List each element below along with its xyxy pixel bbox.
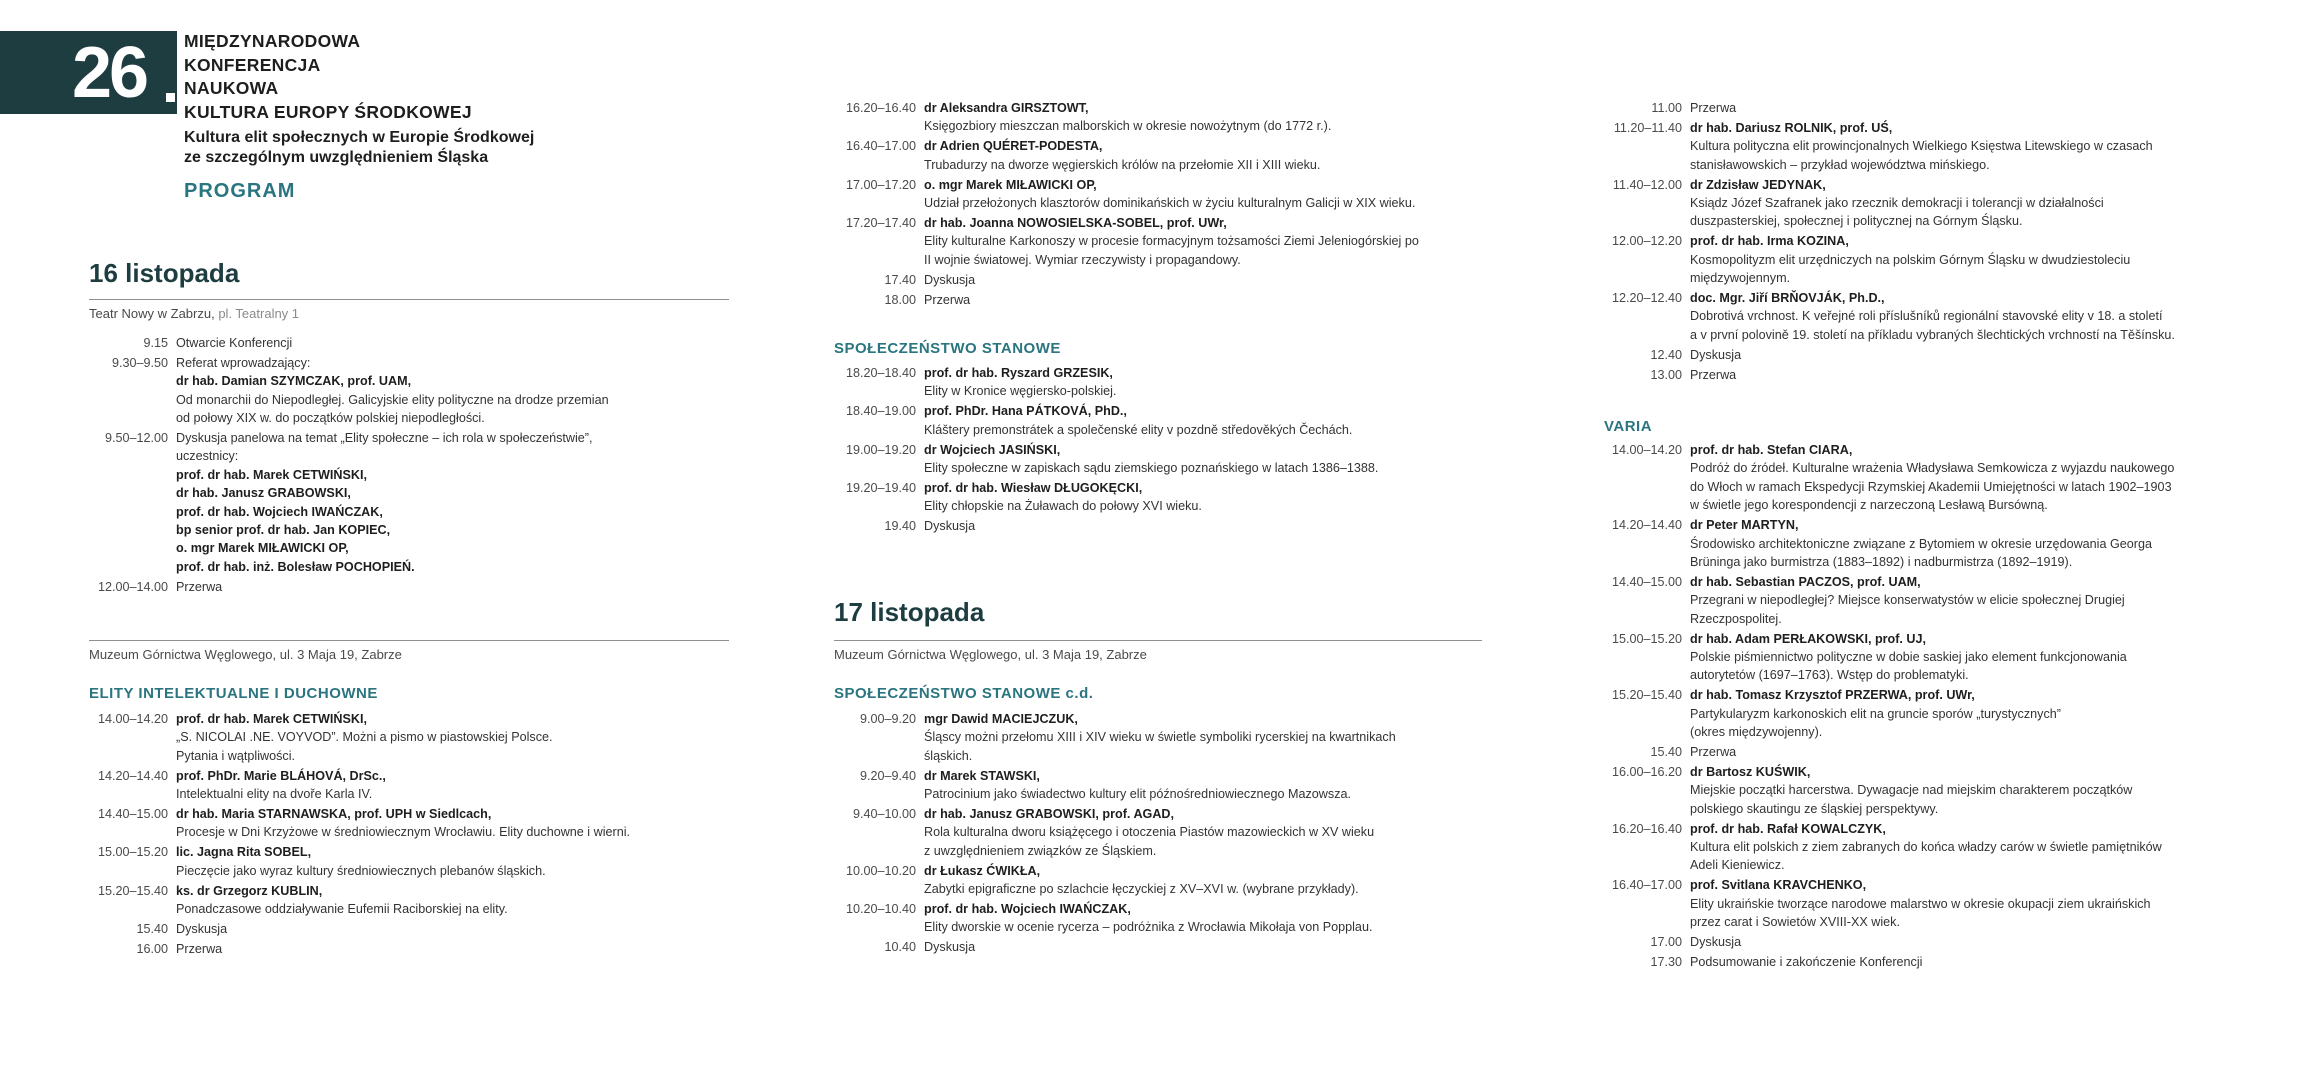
item-body <box>1690 176 2240 231</box>
item-text: Udział przełożonych klasztorów dominikańskich w życiu kulturalnym Galicji w XIX wieku. <box>924 196 1416 211</box>
schedule-item <box>86 578 736 596</box>
speaker-name: prof. Svitlana KRAVCHENKO, <box>1690 878 1867 893</box>
time-slot: 9.30–9.50 <box>111 355 168 370</box>
item-body <box>1690 820 2240 875</box>
item-text: Dyskusja panelowa na temat „Elity społeczne – ich rola w społeczeństwie”, <box>176 431 593 446</box>
day-heading: 16 listopada <box>89 258 240 288</box>
item-body <box>924 479 1494 516</box>
item-text: w świetle jego korespondencji z narzeczoną Lesławą Bursówną. <box>1690 498 2048 513</box>
schedule-item <box>1600 953 2240 971</box>
schedule-list <box>1600 99 2240 386</box>
time-slot: 15.00–15.20 <box>97 845 168 860</box>
item-text: Przerwa <box>176 941 223 956</box>
participant-name: dr hab. Janusz GRABOWSKI, <box>176 486 351 501</box>
schedule-list <box>834 99 1494 310</box>
time-slot: 18.20–18.40 <box>845 366 916 380</box>
participant-name: bp senior prof. dr hab. Jan KOPIEC, <box>176 523 391 538</box>
item-body <box>1690 346 2240 364</box>
time-slot: 15.40 <box>136 921 168 936</box>
program-heading: PROGRAM <box>184 180 296 202</box>
item-text: polskiego skautingu ze śląskiej perspektywy. <box>1690 801 1939 816</box>
schedule-item <box>86 429 736 576</box>
schedule-item <box>834 441 1494 478</box>
speaker-name: dr Wojciech JASIŃSKI, <box>924 442 1061 457</box>
speaker-name: lic. Jagna Rita SOBEL, <box>176 845 312 860</box>
item-body <box>1690 933 2240 951</box>
item-text: autorytetów (1697–1763). Wstęp do problematyki. <box>1690 668 1969 683</box>
item-text: Ksiądz Józef Szafranek jako rzecznik demokracji i tolerancji w działalności <box>1690 196 2104 211</box>
item-text: a v první polovině 19. století na příkladu vybraných šlechtických vrchností na Těšínsku. <box>1690 327 2175 342</box>
item-text: Kultura elit polskich z ziem zabranych do końca władzy carów w świetle pamiętników <box>1690 840 2162 855</box>
schedule-item <box>1600 630 2240 685</box>
subtitle-line: Kultura elit społecznych w Europie Środkowej <box>184 129 535 146</box>
venue-address: pl. Teatralny 1 <box>218 306 300 321</box>
schedule-item <box>86 767 736 804</box>
title-line: KONFERENCJA <box>184 54 321 75</box>
item-text: duszpasterskiej, społecznej i politycznej na Górnym Śląsku. <box>1690 214 2023 229</box>
item-body <box>1690 99 2240 117</box>
time-slot: 11.20–11.40 <box>1613 120 1682 135</box>
item-text: Przerwa <box>924 292 971 307</box>
schedule-item <box>86 334 736 352</box>
item-text: Elity chłopskie na Żuławach do połowy XVI wieku. <box>924 499 1202 514</box>
time-slot: 16.20–16.40 <box>1611 821 1682 836</box>
section-heading: VARIA <box>1604 418 1653 435</box>
speaker-name: ks. dr Grzegorz KUBLIN, <box>176 883 323 898</box>
venue <box>89 306 299 321</box>
item-text: Przegrani w niepodległej? Miejsce konserwatystów w elicie społecznej Drugiej <box>1690 593 2125 608</box>
item-text: Przerwa <box>1690 101 1737 115</box>
schedule-item <box>1600 346 2240 364</box>
section-heading: SPOŁECZEŃSTWO STANOWE c.d. <box>834 685 1094 702</box>
schedule-item <box>1600 933 2240 951</box>
speaker-name: dr hab. Joanna NOWOSIELSKA-SOBEL, prof. UWr, <box>924 215 1227 230</box>
item-text: Kláštery premonstrátek a společenské elity v pozdně středověkých Čechách. <box>924 422 1353 437</box>
time-slot: 9.15 <box>143 336 168 350</box>
speaker-name: dr hab. Tomasz Krzysztof PRZERWA, prof. UWr, <box>1690 688 1975 703</box>
schedule-list <box>86 334 736 598</box>
time-slot: 17.20–17.40 <box>845 215 916 230</box>
time-slot: 17.00–17.20 <box>845 177 916 192</box>
item-body <box>924 364 1494 401</box>
schedule-item <box>834 900 1494 937</box>
item-body <box>176 920 736 938</box>
speaker-name: prof. dr hab. Stefan CIARA, <box>1690 443 1853 457</box>
title-line: MIĘDZYNARODOWA <box>184 31 361 51</box>
time-slot: 17.40 <box>884 272 916 287</box>
speaker-name: dr Marek STAWSKI, <box>924 768 1040 783</box>
item-text: Otwarcie Konferencji <box>176 336 293 350</box>
item-body <box>924 291 1494 309</box>
item-body <box>1690 953 2240 971</box>
speaker-name: dr hab. Dariusz ROLNIK, prof. UŚ, <box>1690 120 1893 135</box>
item-body <box>176 429 736 576</box>
schedule-item <box>1600 516 2240 571</box>
speaker-name: prof. dr hab. Wojciech IWAŃCZAK, <box>924 902 1131 917</box>
time-slot: 13.00 <box>1650 367 1682 382</box>
item-text: Kosmopolityzm elit urzędniczych na polskim Górnym Śląsku w dwudziestoleciu <box>1690 252 2131 267</box>
time-slot: 19.20–19.40 <box>845 480 916 495</box>
item-text: Przerwa <box>1690 745 1737 759</box>
speaker-name: dr Peter MARTYN, <box>1690 518 1799 533</box>
item-text: Trubadurzy na dworze węgierskich królów na przełomie XII i XIII wieku. <box>924 157 1321 172</box>
item-body <box>176 843 736 880</box>
day-heading: 17 listopada <box>834 597 985 627</box>
speaker-name: prof. dr hab. Irma KOZINA, <box>1690 234 1849 249</box>
schedule-item <box>86 920 736 938</box>
speaker-name: dr hab. Sebastian PACZOS, prof. UAM, <box>1690 574 1921 589</box>
time-slot: 15.00–15.20 <box>1611 631 1682 646</box>
speaker-name: dr hab. Janusz GRABOWSKI, prof. AGAD, <box>924 807 1175 822</box>
time-slot: 14.00–14.20 <box>1611 443 1682 457</box>
speaker-name: prof. PhDr. Hana PÁTKOVÁ, PhD., <box>924 404 1127 419</box>
schedule-item <box>834 710 1494 765</box>
speaker-name: dr Aleksandra GIRSZTOWT, <box>924 101 1089 115</box>
time-slot: 17.00 <box>1650 935 1682 950</box>
item-text: Miejskie początki harcerstwa. Dywagacje nad miejskim charakterem początków <box>1690 783 2133 798</box>
time-slot: 11.40–12.00 <box>1612 177 1682 192</box>
schedule-item <box>1600 441 2240 515</box>
item-body <box>924 938 1494 956</box>
item-body <box>924 517 1494 535</box>
item-text: Od monarchii do Niepodległej. Galicyjskie elity polityczne na drodze przemian <box>176 392 609 407</box>
time-slot: 16.40–17.00 <box>1611 878 1682 893</box>
item-text: z uwzględnieniem związków ze Śląskiem. <box>924 843 1157 858</box>
item-text: Śląscy możni przełomu XIII i XIV wieku w świetle symboliki rycerskiej na kwartnikach <box>924 730 1396 745</box>
time-slot: 14.20–14.40 <box>97 768 168 783</box>
speaker-name: prof. dr hab. Wiesław DŁUGOKĘCKI, <box>924 480 1143 495</box>
item-body <box>1690 289 2240 344</box>
schedule-item <box>86 805 736 842</box>
item-text: śląskich. <box>924 748 973 763</box>
divider <box>89 299 729 300</box>
item-body <box>924 900 1494 937</box>
item-text: Adeli Kieniewicz. <box>1690 858 1785 873</box>
item-text: Elity kulturalne Karkonoszy w procesie formacyjnym tożsamości Ziemi Jeleniogórskiej po <box>924 234 1419 249</box>
schedule-item <box>834 214 1494 269</box>
schedule-item <box>1600 573 2240 628</box>
speaker-name: prof. dr hab. Rafał KOWALCZYK, <box>1690 821 1886 836</box>
participant-name: o. mgr Marek MIŁAWICKI OP, <box>176 541 349 556</box>
speaker-name: dr hab. Maria STARNAWSKA, prof. UPH w Siedlcach, <box>176 807 492 822</box>
time-slot: 9.00–9.20 <box>859 712 916 726</box>
schedule-list <box>834 364 1494 537</box>
item-text: Elity dworskie w ocenie rycerza – podróżnika z Wrocławia Mikołaja von Popplau. <box>924 920 1373 935</box>
time-slot: 14.20–14.40 <box>1611 518 1682 533</box>
time-slot: 10.00–10.20 <box>845 863 916 878</box>
item-body <box>924 710 1494 765</box>
item-body <box>176 805 736 842</box>
item-body <box>176 334 736 352</box>
item-body <box>176 354 736 428</box>
item-text: Elity w Kronice węgiersko-polskiej. <box>924 384 1117 399</box>
schedule-list <box>86 710 736 960</box>
schedule-item <box>834 291 1494 309</box>
schedule-item <box>1600 820 2240 875</box>
time-slot: 18.00 <box>884 292 916 307</box>
item-body <box>1690 366 2240 384</box>
schedule-item <box>1600 99 2240 117</box>
time-slot: 14.40–15.00 <box>97 807 168 822</box>
item-text: Dyskusja <box>924 940 976 955</box>
schedule-item <box>86 354 736 428</box>
time-slot: 12.20–12.40 <box>1611 291 1682 306</box>
schedule-item <box>86 710 736 765</box>
item-text: „S. NICOLAI .NE. VOYVOD”. Możni a pismo w piastowskiej Polsce. <box>176 730 553 745</box>
item-text: Rola kulturalna dworu książęcego i otoczenia Piastów mazowieckich w XV wieku <box>924 825 1375 840</box>
item-text: Dyskusja <box>924 519 976 534</box>
item-text: Partykularyzm karkonoskich elit na gruncie sporów „turystycznych” <box>1690 706 2061 721</box>
item-body <box>1690 876 2240 931</box>
item-body <box>176 710 736 765</box>
speaker-name: mgr Dawid MACIEJCZUK, <box>924 712 1078 726</box>
venue: Muzeum Górnictwa Węglowego, ul. 3 Maja 19, Zabrze <box>89 647 402 662</box>
schedule-item <box>834 938 1494 956</box>
schedule-item <box>1600 289 2240 344</box>
item-text: przez carat i Sowietów XVIII-XX wiek. <box>1690 915 1900 930</box>
item-text: Dyskusja <box>1690 935 1742 950</box>
time-slot: 14.00–14.20 <box>97 712 168 726</box>
time-slot: 11.00 <box>1651 101 1682 115</box>
schedule-list <box>834 710 1494 958</box>
speaker-name: prof. PhDr. Marie BLÁHOVÁ, DrSc., <box>176 768 386 783</box>
item-body <box>924 176 1494 213</box>
item-text: Księgozbiory mieszczan malborskich w okresie nowożytnym (do 1772 r.). <box>924 119 1332 134</box>
item-body <box>1690 743 2240 761</box>
item-body <box>176 578 736 596</box>
item-body <box>176 940 736 958</box>
schedule-item <box>834 402 1494 439</box>
schedule-item <box>86 882 736 919</box>
conference-subtitle <box>184 128 534 168</box>
speaker-name: dr Zdzisław JEDYNAK, <box>1690 177 1826 192</box>
item-body <box>1690 516 2240 571</box>
item-text: Podróż do źródeł. Kulturalne wrażenia Władysława Semkowicza z wyjazdu naukowego <box>1690 461 2175 476</box>
item-body <box>924 271 1494 289</box>
item-text: Referat wprowadzający: <box>176 355 311 370</box>
time-slot: 15.20–15.40 <box>1611 688 1682 703</box>
time-slot: 16.00 <box>136 941 168 956</box>
item-body <box>1690 441 2240 515</box>
item-text: Ponadczasowe oddziaływanie Eufemii Raciborskiej na elity. <box>176 902 508 917</box>
schedule-item <box>1600 119 2240 174</box>
item-body <box>924 767 1494 804</box>
time-slot: 14.40–15.00 <box>1611 574 1682 589</box>
schedule-item <box>834 517 1494 535</box>
time-slot: 16.20–16.40 <box>845 101 916 115</box>
speaker-name: dr Łukasz ĆWIKŁA, <box>924 863 1041 878</box>
divider <box>834 640 1482 641</box>
speaker-name: dr hab. Adam PERŁAKOWSKI, prof. UJ, <box>1690 631 1927 646</box>
item-text: Dyskusja <box>924 272 976 287</box>
item-text: Pieczęcie jako wyraz kultury średniowiecznych plebanów śląskich. <box>176 863 546 878</box>
time-slot: 12.00–14.00 <box>97 579 168 594</box>
time-slot: 12.00–12.20 <box>1611 234 1682 249</box>
item-text: Elity społeczne w zapiskach sądu ziemskiego poznańskiego w latach 1386–1388. <box>924 461 1379 476</box>
section-heading: ELITY INTELEKTUALNE I DUCHOWNE <box>89 685 378 702</box>
item-text: Zabytki epigraficzne po szlachcie łęczyckiej z XV–XVI w. (wybrane przykłady). <box>924 882 1359 897</box>
item-text: Polskie piśmiennictwo polityczne w dobie saskiej jako element funkcjonowania <box>1690 649 2127 664</box>
schedule-item <box>834 767 1494 804</box>
schedule-item <box>1600 686 2240 741</box>
item-text: Intelektualni elity na dvoře Karla IV. <box>176 787 373 802</box>
schedule-item <box>86 843 736 880</box>
section-heading: SPOŁECZEŃSTWO STANOWE <box>834 340 1061 357</box>
item-text: od połowy XIX w. do początków polskiej niepodległości. <box>176 411 485 426</box>
item-text: Brüninga jako burmistrza (1883–1892) i nadburmistrza (1892–1919). <box>1690 554 2073 569</box>
item-body <box>924 805 1494 860</box>
speaker-name: doc. Mgr. Jiří BRŇOVJÁK, Ph.D., <box>1690 291 1885 306</box>
item-text: Środowisko architektoniczne związane z Bytomiem w okresie urzędowania Georga <box>1690 536 2152 551</box>
speaker-name: dr Adrien QUÉRET-PODESTA, <box>924 139 1103 154</box>
item-text: Rzeczpospolitej. <box>1690 611 1782 626</box>
item-text: do Włoch w ramach Ekspedycji Rzymskiej Akademii Umiejętności w latach 1902–1903 <box>1690 479 2172 494</box>
schedule-item <box>1600 763 2240 818</box>
item-body <box>1690 763 2240 818</box>
item-body <box>924 99 1494 136</box>
item-body <box>924 402 1494 439</box>
schedule-item <box>834 271 1494 289</box>
time-slot: 9.40–10.00 <box>852 807 916 822</box>
schedule-item <box>834 99 1494 136</box>
speaker-name: dr Bartosz KUŚWIK, <box>1690 764 1811 779</box>
item-text: Przerwa <box>176 579 223 594</box>
item-text: II wojnie światowej. Wymiar rzeczywisty i propagandowy. <box>924 252 1241 267</box>
participant-name: prof. dr hab. inż. Bolesław POCHOPIEŃ. <box>176 559 415 574</box>
time-slot: 10.40 <box>884 940 916 955</box>
subtitle-line: ze szczególnym uwzględnieniem Śląska <box>184 149 489 166</box>
schedule-item <box>834 176 1494 213</box>
item-text: stanisławowskich – przykład województwa mińskiego. <box>1690 157 1990 172</box>
schedule-item <box>834 862 1494 899</box>
time-slot: 12.40 <box>1650 347 1682 362</box>
participant-name: prof. dr hab. Wojciech IWAŃCZAK, <box>176 504 383 519</box>
item-body <box>924 441 1494 478</box>
time-slot: 10.20–10.40 <box>845 902 916 917</box>
item-body <box>924 862 1494 899</box>
speaker-name: prof. dr hab. Marek CETWIŃSKI, <box>176 712 368 726</box>
schedule-item <box>86 940 736 958</box>
time-slot: 16.00–16.20 <box>1611 764 1682 779</box>
conference-number: 26 <box>72 33 147 113</box>
item-body <box>176 882 736 919</box>
item-text: Dyskusja <box>1690 347 1742 362</box>
conference-title <box>184 30 472 124</box>
item-body <box>924 137 1494 174</box>
divider <box>89 640 729 641</box>
time-slot: 15.20–15.40 <box>97 883 168 898</box>
speaker-name: prof. dr hab. Ryszard GRZESIK, <box>924 366 1113 380</box>
item-body <box>1690 119 2240 174</box>
speaker-name: o. mgr Marek MIŁAWICKI OP, <box>924 177 1097 192</box>
item-text: Procesje w Dni Krzyżowe w średniowiecznym Wrocławiu. Elity duchowne i wierni. <box>176 825 630 840</box>
time-slot: 19.00–19.20 <box>845 442 916 457</box>
venue: Muzeum Górnictwa Węglowego, ul. 3 Maja 19, Zabrze <box>834 647 1147 662</box>
item-text: Podsumowanie i zakończenie Konferencji <box>1690 954 1923 969</box>
item-text: międzywojennym. <box>1690 271 1791 286</box>
participant-name: dr hab. Damian SZYMCZAK, prof. UAM, <box>176 374 412 389</box>
participant-name: prof. dr hab. Marek CETWIŃSKI, <box>176 467 368 482</box>
item-text: Patrocinium jako świadectwo kultury elit późnośredniowiecznego Mazowsza. <box>924 787 1351 802</box>
item-text: uczestnicy: <box>176 449 239 464</box>
time-slot: 19.40 <box>884 519 916 534</box>
item-text: Elity ukraińskie tworzące narodowe malarstwo w okresie okupacji ziem ukraińskich <box>1690 896 2151 911</box>
item-body <box>1690 232 2240 287</box>
item-body <box>176 767 736 804</box>
time-slot: 17.30 <box>1650 954 1682 969</box>
time-slot: 16.40–17.00 <box>845 139 916 154</box>
schedule-item <box>834 479 1494 516</box>
item-body <box>924 214 1494 269</box>
item-text: (okres międzywojenny). <box>1690 725 1823 740</box>
item-body <box>1690 686 2240 741</box>
schedule-item <box>834 805 1494 860</box>
time-slot: 9.20–9.40 <box>859 768 916 783</box>
schedule-list <box>1600 441 2240 973</box>
item-text: Kultura polityczna elit prowincjonalnych Wielkiego Księstwa Litewskiego w czasach <box>1690 139 2153 154</box>
time-slot: 15.40 <box>1650 745 1682 759</box>
schedule-item <box>1600 743 2240 761</box>
time-slot: 18.40–19.00 <box>845 404 916 419</box>
item-body <box>1690 573 2240 628</box>
venue-name: Teatr Nowy w Zabrzu, <box>89 306 215 321</box>
schedule-item <box>1600 366 2240 384</box>
item-text: Dobrotivá vrchnost. K veřejné roli příslušníků regionální stavovské elity v 18. a století <box>1690 309 2163 324</box>
schedule-item <box>1600 232 2240 287</box>
conference-number-block <box>0 31 177 114</box>
item-text: Przerwa <box>1690 367 1737 382</box>
title-line: KULTURA EUROPY ŚRODKOWEJ <box>184 101 472 122</box>
item-text: Pytania i wątpliwości. <box>176 748 295 763</box>
schedule-item <box>834 364 1494 401</box>
schedule-item <box>834 137 1494 174</box>
title-line: NAUKOWA <box>184 78 279 98</box>
item-body <box>1690 630 2240 685</box>
logo-dot <box>166 93 175 102</box>
schedule-item <box>1600 176 2240 231</box>
item-text: Dyskusja <box>176 921 228 936</box>
schedule-item <box>1600 876 2240 931</box>
time-slot: 9.50–12.00 <box>104 431 168 446</box>
